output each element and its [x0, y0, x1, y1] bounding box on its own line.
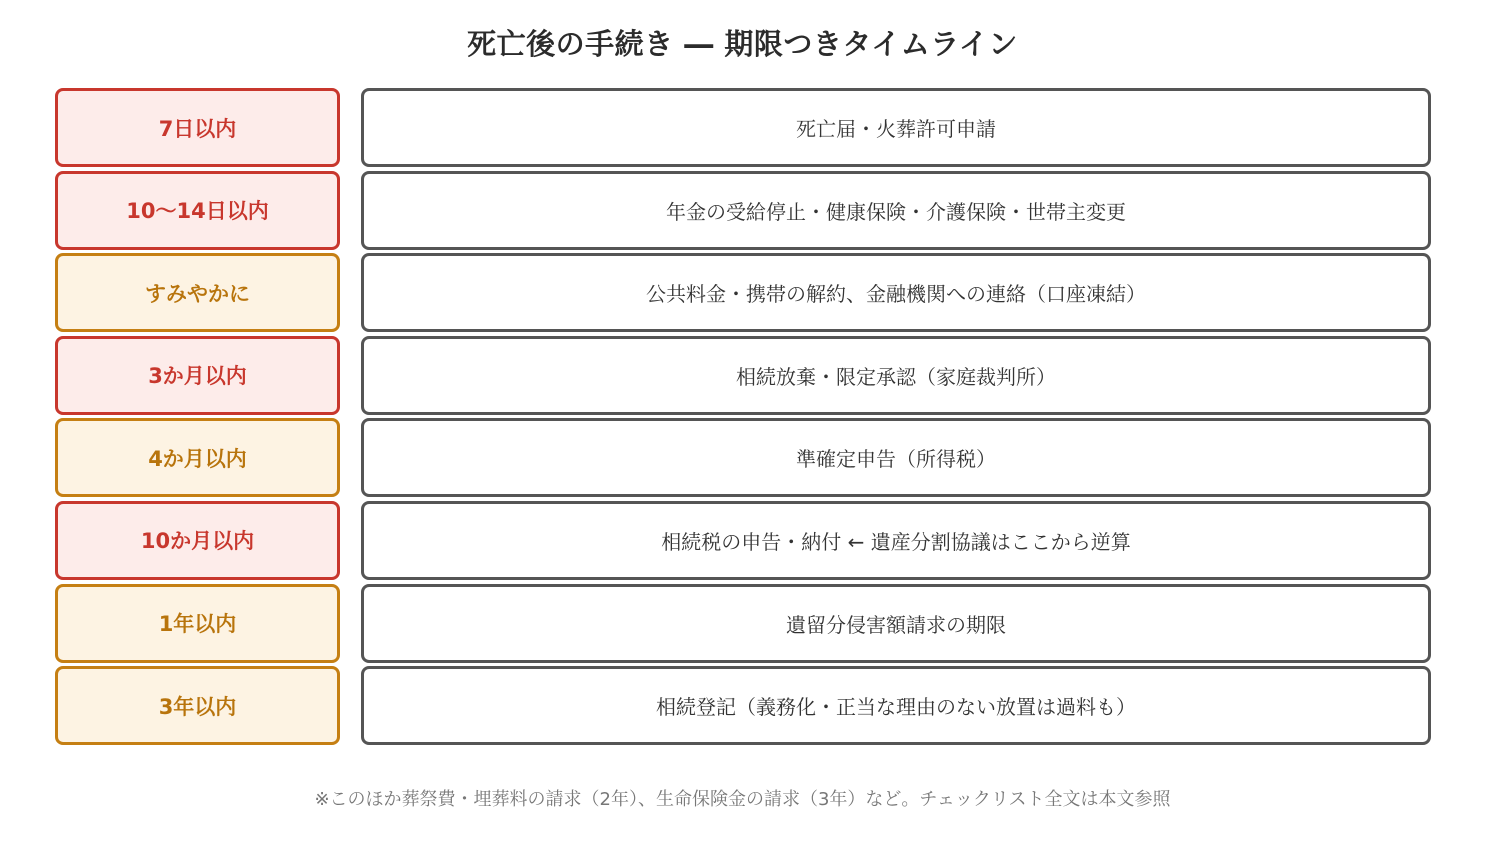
deadline-badge: 10〜14日以内	[55, 171, 340, 250]
timeline-row	[55, 584, 1431, 663]
deadline-badge: 3か月以内	[55, 336, 340, 415]
timeline-row	[55, 88, 1431, 167]
task-box: 遺留分侵害額請求の期限	[361, 584, 1431, 663]
task-box: 年金の受給停止・健康保険・介護保険・世帯主変更	[361, 171, 1431, 250]
timeline-row	[55, 666, 1431, 745]
timeline-row	[55, 336, 1431, 415]
timeline	[55, 88, 1431, 749]
deadline-badge: 7日以内	[55, 88, 340, 167]
task-box: 死亡届・火葬許可申請	[361, 88, 1431, 167]
deadline-badge: 10か月以内	[55, 501, 340, 580]
task-box: 公共料金・携帯の解約、金融機関への連絡（口座凍結）	[361, 253, 1431, 332]
task-box: 相続放棄・限定承認（家庭裁判所）	[361, 336, 1431, 415]
task-box: 相続税の申告・納付 ← 遺産分割協議はここから逆算	[361, 501, 1431, 580]
deadline-badge: 1年以内	[55, 584, 340, 663]
timeline-row	[55, 253, 1431, 332]
deadline-badge: 3年以内	[55, 666, 340, 745]
timeline-row	[55, 171, 1431, 250]
deadline-badge: 4か月以内	[55, 418, 340, 497]
timeline-row	[55, 501, 1431, 580]
footnote: ※このほか葬祭費・埋葬料の請求（2年）、生命保険金の請求（3年）など。チェックリスト全文は本文参照	[314, 789, 1171, 810]
timeline-row	[55, 418, 1431, 497]
page-title: 死亡後の手続き ― 期限つきタイムライン	[467, 27, 1018, 61]
deadline-badge: すみやかに	[55, 253, 340, 332]
task-box: 準確定申告（所得税）	[361, 418, 1431, 497]
task-box: 相続登記（義務化・正当な理由のない放置は過料も）	[361, 666, 1431, 745]
